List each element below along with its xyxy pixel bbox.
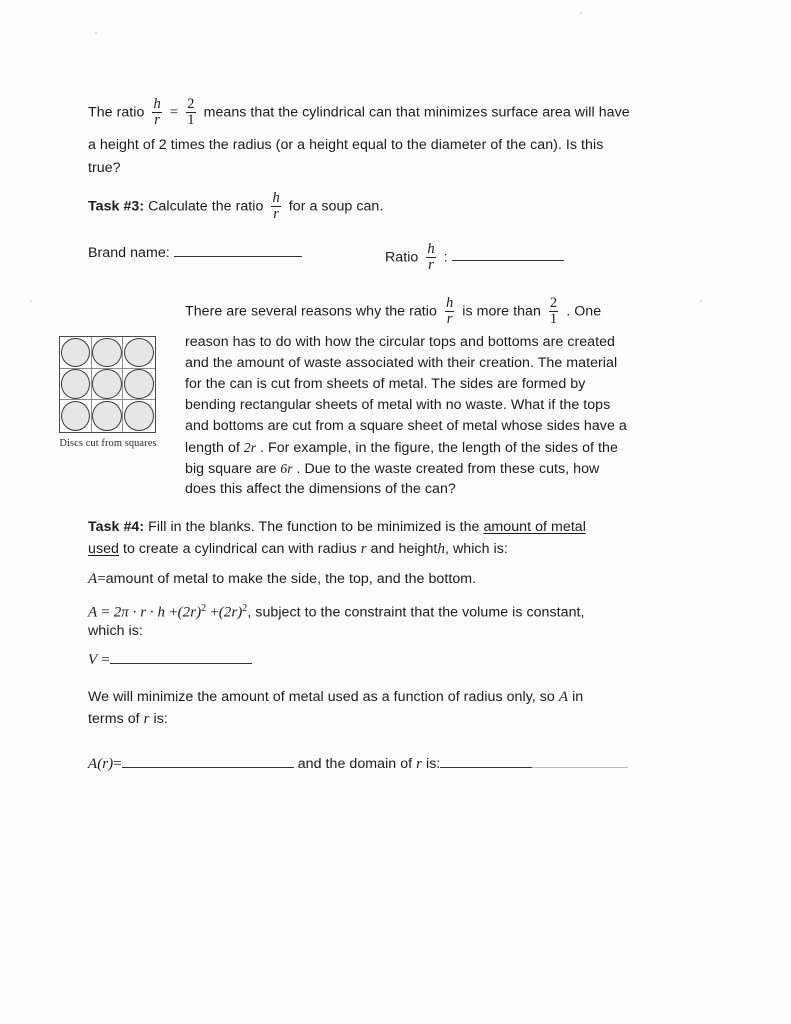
- ratio-value-blank[interactable]: [452, 247, 564, 261]
- task3-label: Task #3:: [88, 198, 145, 215]
- scan-speckle: [95, 32, 97, 34]
- disc-cell: [123, 369, 155, 401]
- variable-2r: 2r: [243, 440, 256, 455]
- disc-cell: [60, 337, 92, 369]
- variable-A: A: [558, 689, 569, 705]
- reasons-line7-text-a: length of: [185, 440, 240, 456]
- reasons-line8-text-b: . Due to the waste created from these cuts, how: [296, 461, 600, 477]
- task4-text-b: to create a cylindrical can with radius: [122, 541, 357, 557]
- variable-6r: 6r: [280, 461, 293, 476]
- formula-term2-2r-squared-base: (2r): [218, 604, 243, 621]
- variable-r: r: [143, 711, 150, 727]
- equals-sign: =: [101, 604, 110, 621]
- task4-underlined-phrase-b: used: [88, 541, 119, 557]
- discs-grid: [59, 336, 156, 433]
- variable-r: r: [416, 756, 423, 772]
- disc-cell: [92, 369, 124, 401]
- fraction-denominator: 1: [187, 112, 195, 129]
- brand-name-blank[interactable]: [174, 243, 302, 257]
- brand-name-label: Brand name:: [88, 245, 170, 261]
- reasons-line-1: [185, 295, 715, 326]
- final-middle-text: and the domain of: [297, 756, 413, 772]
- function-A-of-r: A(r): [88, 756, 114, 772]
- reasons-text-b: is more than: [462, 303, 541, 320]
- variable-h: h: [437, 541, 445, 557]
- disc-cell: [92, 337, 124, 369]
- task4-underlined-phrase-a: amount of metal: [483, 519, 586, 535]
- variable-r: r: [360, 541, 367, 557]
- formula-term-2r-squared-exponent: 2: [201, 603, 207, 614]
- intro-paragraph: [88, 96, 708, 127]
- fraction-2-over-1: [185, 97, 196, 128]
- fraction-2-over-1: [548, 296, 559, 327]
- ratio-colon: :: [443, 249, 448, 266]
- disc-cell: [123, 337, 155, 369]
- fraction-h-over-r: [270, 191, 281, 222]
- fraction-h-over-r: [151, 97, 162, 128]
- plus-sign: +: [210, 604, 219, 621]
- task4-line-2: [88, 537, 708, 562]
- equals-sign: =: [169, 104, 179, 121]
- reasons-line8-text-a: big square are: [185, 461, 277, 477]
- discs-figure: [59, 336, 164, 449]
- reasons-line7-text-b: . For example, in the figure, the length of the sides of the: [260, 440, 618, 456]
- formula-term-2r-squared-base: (2r): [177, 604, 202, 621]
- task3-text-b: for a soup can.: [288, 198, 384, 215]
- intro-text-a: The ratio: [88, 104, 145, 121]
- formula-term-2pi-r-h: 2π · r · h: [113, 604, 166, 621]
- equals-sign: =: [113, 756, 122, 772]
- volume-answer-blank[interactable]: [110, 650, 252, 664]
- brand-name-field-group: [88, 241, 302, 266]
- reasons-text-c: . One: [566, 303, 602, 320]
- intro-line-3: true?: [88, 160, 121, 176]
- area-definition-text: amount of metal to make the side, the top, and the bottom.: [105, 571, 477, 587]
- disc-cell: [123, 400, 155, 432]
- closing-line-2: [88, 707, 168, 732]
- fraction-numerator: h: [427, 241, 435, 257]
- final-tail-text: is:: [426, 756, 441, 772]
- fraction-numerator: 2: [187, 96, 195, 112]
- domain-answer-blank[interactable]: [440, 754, 532, 768]
- reasons-line-9: does this affect the dimensions of the can?: [185, 481, 456, 497]
- fraction-denominator: r: [428, 257, 434, 274]
- closing-text-a: We will minimize the amount of metal used as a function of radius only, so: [88, 689, 555, 705]
- variable-A: A: [88, 571, 98, 587]
- fraction-numerator: h: [272, 190, 280, 206]
- reasons-line-6: and bottoms are cut from a square sheet of metal whose sides have a: [185, 418, 627, 434]
- area-formula-line: [88, 596, 708, 626]
- fraction-denominator: r: [154, 112, 160, 129]
- closing-text-c: terms of: [88, 711, 140, 727]
- scan-artifact-line: [532, 754, 628, 768]
- plus-sign: +: [169, 604, 178, 621]
- task4-text-a: Fill in the blanks. The function to be minimized is the: [148, 519, 480, 535]
- reasons-text-a: There are several reasons why the ratio: [185, 303, 437, 320]
- variable-V: V: [88, 652, 98, 668]
- fraction-denominator: r: [446, 311, 453, 328]
- scan-speckle: [580, 12, 582, 14]
- closing-text-b: in: [572, 689, 584, 705]
- task3-text-a: Calculate the ratio: [148, 198, 264, 215]
- formula-tail-line-2: which is:: [88, 623, 143, 639]
- disc-cell: [60, 400, 92, 432]
- scan-speckle: [30, 300, 32, 302]
- area-function-answer-blank[interactable]: [122, 754, 294, 768]
- formula-lhs-A: A: [88, 604, 98, 621]
- reasons-line-2: reason has to do with how the circular tops and bottoms are created: [185, 334, 615, 350]
- area-definition-line: [88, 567, 476, 592]
- closing-text-d: is:: [153, 711, 168, 727]
- disc-cell: [60, 369, 92, 401]
- task4-text-c: and height: [370, 541, 438, 557]
- reasons-line-5: bending rectangular sheets of metal with no waste. What if the tops: [185, 397, 611, 413]
- fraction-h-over-r: [425, 242, 436, 273]
- task4-label: Task #4:: [88, 519, 145, 535]
- reasons-line-4: for the can is cut from sheets of metal. The sides are formed by: [185, 376, 586, 392]
- closing-line-1: [88, 685, 708, 710]
- final-answer-row: [88, 752, 708, 777]
- fraction-h-over-r: [444, 296, 455, 327]
- task4-text-d: , which is:: [445, 541, 508, 557]
- figure-caption: Discs cut from squares: [59, 438, 157, 449]
- ratio-label: Ratio: [385, 249, 419, 266]
- reasons-line-3: and the amount of waste associated with their creation. The material: [185, 355, 618, 371]
- fraction-numerator: h: [153, 96, 161, 112]
- ratio-field-group: [385, 241, 564, 272]
- equals-sign: =: [101, 652, 110, 668]
- fraction-denominator: r: [273, 206, 279, 223]
- volume-field-group: [88, 648, 252, 673]
- task3-heading: [88, 190, 648, 221]
- fraction-denominator: 1: [549, 311, 558, 328]
- intro-line-2: a height of 2 times the radius (or a height equal to the diameter of the can). Is this: [88, 137, 604, 153]
- fraction-numerator: h: [445, 295, 454, 311]
- formula-tail-text: , subject to the constraint that the volume is constant,: [247, 604, 585, 621]
- fraction-numerator: 2: [549, 295, 558, 311]
- disc-cell: [92, 400, 124, 432]
- equals-sign: =: [97, 571, 106, 587]
- formula-term2-2r-squared-exponent: 2: [242, 603, 248, 614]
- intro-text-b: means that the cylindrical can that minimizes surface area will have: [203, 104, 630, 121]
